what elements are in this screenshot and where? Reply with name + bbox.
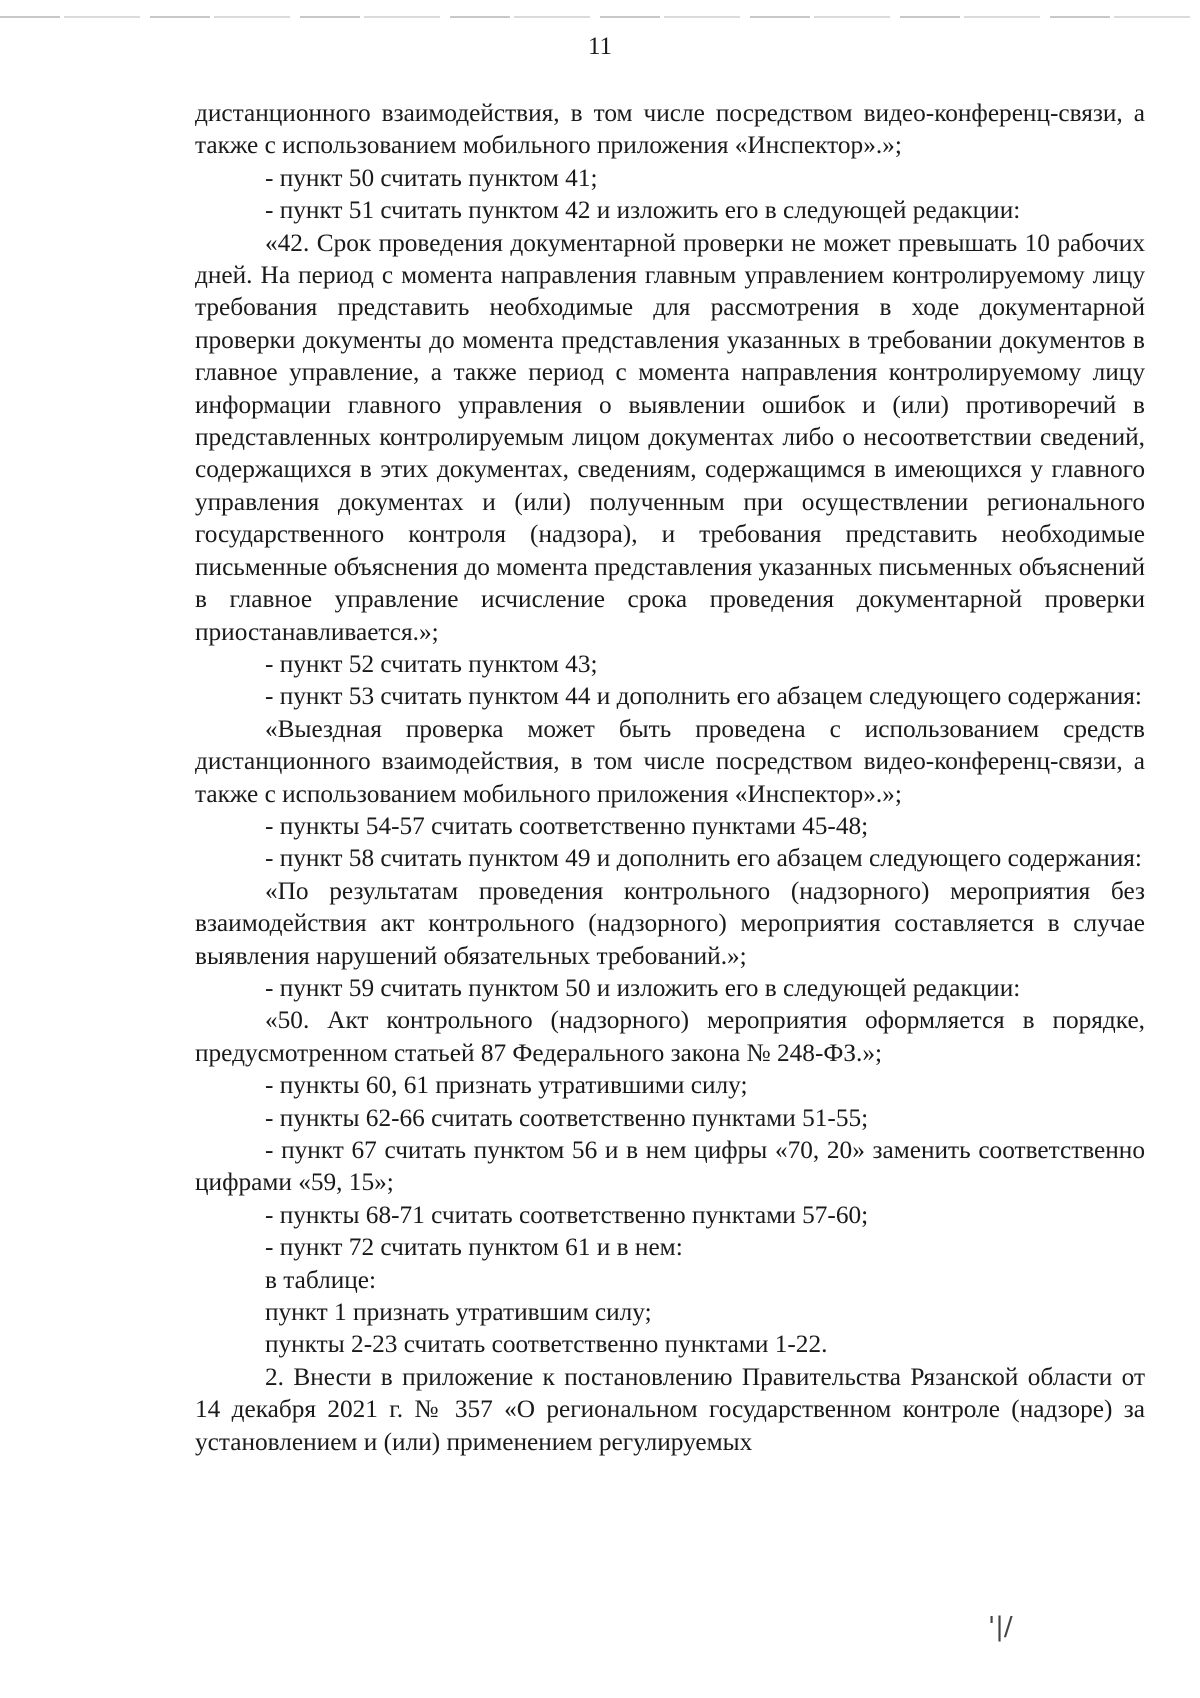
- paragraph: «50. Акт контрольного (надзорного) мероприятия оформляется в порядке, предусмотренном статьей 87 Федерального закона № 248-ФЗ.»;: [195, 1006, 1145, 1067]
- paragraph: - пункты 68-71 считать соответственно пунктами 57-60;: [265, 1200, 869, 1229]
- paragraph: - пункты 62-66 считать соответственно пунктами 51-55;: [265, 1103, 869, 1132]
- document-body: [195, 97, 1145, 1458]
- paragraph: 2. Внести в приложение к постановлению Правительства Рязанской области от 14 декабря 2021 г. № 357 «О региональном государственном контроле (надзоре) за установлением и (или) применением регулируемых: [195, 1362, 1145, 1456]
- page-number: 11: [587, 33, 613, 60]
- paragraph: - пункт 59 считать пунктом 50 и изложить его в следующей редакции:: [265, 973, 1021, 1002]
- scan-top-edge: [0, 16, 1200, 18]
- paragraph: в таблице:: [265, 1265, 377, 1294]
- paragraph: «По результатам проведения контрольного (надзорного) мероприятия без взаимодействия акт контрольного (надзорного) мероприятия составляется в случае выявления нарушений обязательных требований.»;: [195, 876, 1145, 970]
- paragraph: - пункты 54-57 считать соответственно пунктами 45-48;: [265, 811, 869, 840]
- paragraph: пункт 1 признать утратившим силу;: [265, 1298, 652, 1327]
- paragraph: - пункт 72 считать пунктом 61 и в нем:: [265, 1233, 683, 1262]
- paragraph: пункты 2-23 считать соответственно пунктами 1-22.: [265, 1330, 828, 1359]
- paragraph: - пункт 50 считать пунктом 41;: [265, 163, 598, 192]
- paragraph: - пункт 52 считать пунктом 43;: [265, 649, 598, 678]
- paragraph: - пункты 60, 61 признать утратившими силу;: [265, 1071, 748, 1100]
- paragraph: - пункт 51 считать пунктом 42 и изложить его в следующей редакции:: [265, 196, 1021, 225]
- handwritten-mark: '|/: [988, 1612, 1013, 1642]
- paragraph: - пункт 58 считать пунктом 49 и дополнить его абзацем следующего содержания:: [265, 844, 1142, 873]
- paragraph: - пункт 53 считать пунктом 44 и дополнить его абзацем следующего содержания:: [265, 682, 1142, 711]
- paragraph: «Выездная проверка может быть проведена с использованием средств дистанционного взаимодействия, в том числе посредством видео-конференц-связи, а также с использованием мобильного приложения «Инспектор».»;: [195, 714, 1145, 808]
- paragraph: «42. Срок проведения документарной проверки не может превышать 10 рабочих дней. На период с момента направления главным управлением контролируемому лицу требования представить необходимые для рассмотрения в ходе документарной проверки документы до момента представления указанных в требовании документов в главное управление, а также период с момента направления контролируемому лицу информации главного управления о выявлении ошибок и (или) противоречий в представленных контролируемым лицом документах либо о несоответствии сведений, содержащихся в этих документах, сведениям, содержащимся в имеющихся у главного управления документах и (или) полученным при осуществлении регионального государственного контроля (надзора), и требования представить необходимые письменные объяснения до момента представления указанных письменных объяснений в главное управление исчисление срока проведения документарной проверки приостанавливается.»;: [195, 228, 1145, 646]
- paragraph: - пункт 67 считать пунктом 56 и в нем цифры «70, 20» заменить соответственно цифрами «59, 15»;: [195, 1136, 1145, 1197]
- paragraph: дистанционного взаимодействия, в том числе посредством видео-конференц-связи, а также с использованием мобильного приложения «Инспектор».»;: [195, 99, 1145, 160]
